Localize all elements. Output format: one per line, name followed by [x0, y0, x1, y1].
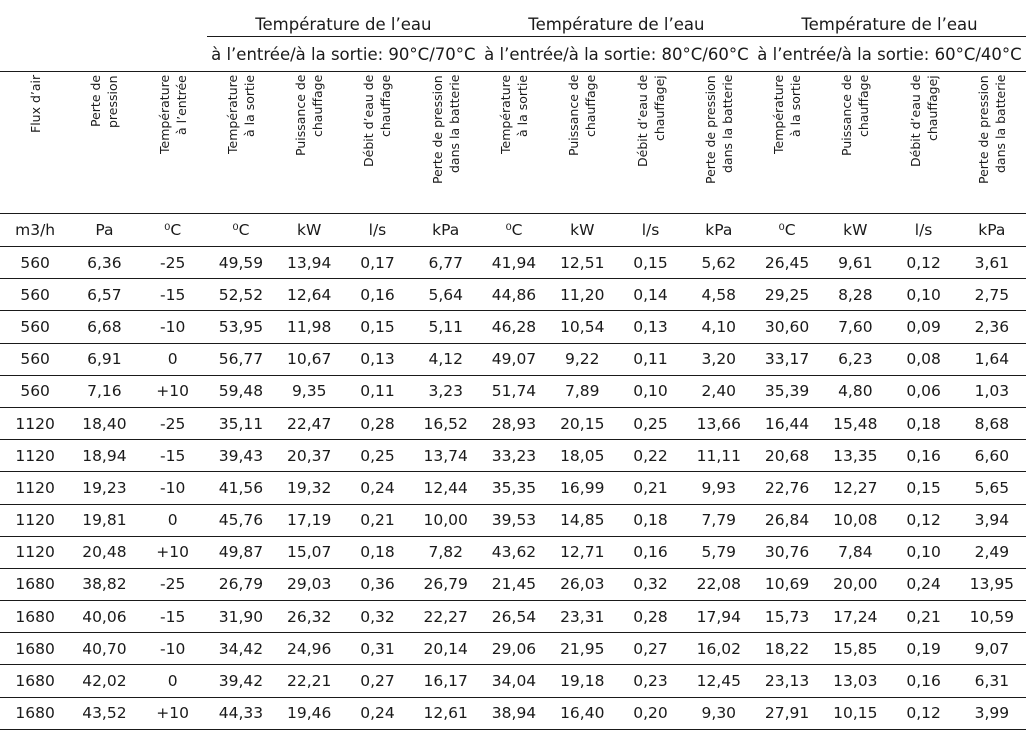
group-subtitle-1: à l’entrée/à la sortie: 90°C/70°C — [207, 37, 480, 72]
table-cell: 560 — [0, 375, 70, 407]
table-row — [0, 665, 1026, 697]
column-header-label: Température à la sortie — [224, 74, 257, 154]
table-row — [0, 633, 1026, 665]
table-cell: 18,94 — [70, 440, 138, 472]
table-cell: 0,36 — [343, 568, 411, 600]
unit-cell: kW — [548, 214, 616, 247]
column-header — [889, 72, 957, 214]
table-cell: 0,21 — [343, 504, 411, 536]
table-cell: 0,16 — [616, 536, 684, 568]
table-cell: 21,95 — [548, 633, 616, 665]
table-cell: 0,24 — [343, 472, 411, 504]
table-cell: -25 — [139, 568, 207, 600]
table-cell: 20,15 — [548, 407, 616, 439]
table-cell: 2,49 — [958, 536, 1026, 568]
table-cell: 30,60 — [753, 311, 821, 343]
unit-cell: ⁰C — [139, 214, 207, 247]
table-cell: 4,58 — [685, 279, 753, 311]
table-cell: 9,22 — [548, 343, 616, 375]
table-cell: 1680 — [0, 633, 70, 665]
table-cell: 1120 — [0, 536, 70, 568]
table-cell: 6,91 — [70, 343, 138, 375]
unit-cell: l/s — [889, 214, 957, 247]
table-cell: 0,16 — [343, 279, 411, 311]
table-cell: 0,28 — [343, 407, 411, 439]
blank-corner — [0, 0, 207, 37]
table-cell: 15,07 — [275, 536, 343, 568]
table-cell: 28,93 — [480, 407, 548, 439]
table-cell: 17,19 — [275, 504, 343, 536]
table-cell: 10,69 — [753, 568, 821, 600]
table-cell: 19,32 — [275, 472, 343, 504]
table-cell: 0,21 — [616, 472, 684, 504]
table-cell: 0,08 — [889, 343, 957, 375]
column-header-label: Puissance de chauffage — [566, 74, 599, 156]
table-cell: 0,27 — [616, 633, 684, 665]
table-cell: 29,03 — [275, 568, 343, 600]
table-cell: 22,76 — [753, 472, 821, 504]
table-cell: 0,10 — [889, 536, 957, 568]
table-cell: 3,23 — [412, 375, 480, 407]
table-cell: 23,13 — [753, 665, 821, 697]
table-cell: 51,74 — [480, 375, 548, 407]
table-cell: 23,31 — [548, 601, 616, 633]
table-row — [0, 697, 1026, 729]
table-cell: 0,32 — [616, 568, 684, 600]
table-cell: 0,12 — [889, 697, 957, 729]
table-body — [0, 247, 1026, 730]
table-cell: 12,45 — [685, 665, 753, 697]
table-cell: 18,40 — [70, 407, 138, 439]
column-header-label: Débit d’eau de chauffagej — [634, 74, 667, 167]
table-cell: 16,44 — [753, 407, 821, 439]
group-title-2: Température de l’eau — [480, 0, 753, 37]
table-cell: 39,42 — [207, 665, 275, 697]
table-cell: 4,80 — [821, 375, 889, 407]
units-row — [0, 214, 1026, 247]
blank-corner-sub — [0, 37, 207, 72]
table-cell: 31,90 — [207, 601, 275, 633]
table-cell: 56,77 — [207, 343, 275, 375]
table-cell: 22,21 — [275, 665, 343, 697]
column-header — [0, 72, 70, 214]
table-cell: 33,17 — [753, 343, 821, 375]
table-cell: 1120 — [0, 472, 70, 504]
table-cell: 35,35 — [480, 472, 548, 504]
table-cell: 10,00 — [412, 504, 480, 536]
table-cell: -25 — [139, 407, 207, 439]
table-cell: 19,81 — [70, 504, 138, 536]
column-header-label: Flux d’air — [27, 74, 43, 133]
table-cell: 19,23 — [70, 472, 138, 504]
table-row — [0, 279, 1026, 311]
table-cell: 10,15 — [821, 697, 889, 729]
table-cell: 6,57 — [70, 279, 138, 311]
table-cell: 9,93 — [685, 472, 753, 504]
table-cell: 0,18 — [616, 504, 684, 536]
table-cell: 1120 — [0, 407, 70, 439]
table-cell: 22,27 — [412, 601, 480, 633]
table-cell: 18,05 — [548, 440, 616, 472]
column-header — [343, 72, 411, 214]
table-cell: 0,15 — [616, 247, 684, 279]
table-cell: 21,45 — [480, 568, 548, 600]
table-cell: 49,87 — [207, 536, 275, 568]
table-cell: 0,18 — [343, 536, 411, 568]
table-cell: 0,28 — [616, 601, 684, 633]
unit-cell: Pa — [70, 214, 138, 247]
table-cell: 24,96 — [275, 633, 343, 665]
column-header — [207, 72, 275, 214]
table-cell: 0,11 — [616, 343, 684, 375]
table-cell: 17,94 — [685, 601, 753, 633]
table-cell: 30,76 — [753, 536, 821, 568]
table-cell: 38,94 — [480, 697, 548, 729]
table-cell: 13,35 — [821, 440, 889, 472]
table-cell: 40,70 — [70, 633, 138, 665]
table-cell: 40,06 — [70, 601, 138, 633]
column-header — [275, 72, 343, 214]
table-cell: 6,36 — [70, 247, 138, 279]
table-cell: 0,19 — [889, 633, 957, 665]
table-cell: 0 — [139, 665, 207, 697]
table-cell: 7,16 — [70, 375, 138, 407]
table-cell: 34,42 — [207, 633, 275, 665]
table-cell: 0,31 — [343, 633, 411, 665]
table-cell: -10 — [139, 311, 207, 343]
table-cell: 16,17 — [412, 665, 480, 697]
table-cell: 19,46 — [275, 697, 343, 729]
table-cell: +10 — [139, 536, 207, 568]
table-cell: 0 — [139, 504, 207, 536]
column-header-label: Perte de pression — [88, 74, 121, 128]
table-cell: 4,10 — [685, 311, 753, 343]
table-cell: 0,21 — [889, 601, 957, 633]
table-cell: 53,95 — [207, 311, 275, 343]
table-cell: 39,53 — [480, 504, 548, 536]
table-row — [0, 472, 1026, 504]
table-cell: 5,62 — [685, 247, 753, 279]
table-cell: 3,99 — [958, 697, 1026, 729]
table-cell: 12,51 — [548, 247, 616, 279]
unit-cell: kPa — [685, 214, 753, 247]
table-cell: 6,60 — [958, 440, 1026, 472]
table-cell: 12,27 — [821, 472, 889, 504]
table-cell: 26,03 — [548, 568, 616, 600]
table-cell: 1120 — [0, 440, 70, 472]
unit-cell: m3/h — [0, 214, 70, 247]
table-cell: 16,40 — [548, 697, 616, 729]
table-cell: 9,30 — [685, 697, 753, 729]
column-header-label: Température à l’entrée — [156, 74, 189, 154]
table-row — [0, 536, 1026, 568]
table-cell: 4,12 — [412, 343, 480, 375]
table-cell: 44,86 — [480, 279, 548, 311]
table-row — [0, 440, 1026, 472]
table-cell: 52,52 — [207, 279, 275, 311]
table-cell: 5,65 — [958, 472, 1026, 504]
table-cell: 560 — [0, 279, 70, 311]
table-cell: 0,27 — [343, 665, 411, 697]
table-cell: 0 — [139, 343, 207, 375]
table-row — [0, 504, 1026, 536]
column-header-label: Température à la sortie — [771, 74, 804, 154]
table-cell: 7,82 — [412, 536, 480, 568]
table-cell: 29,25 — [753, 279, 821, 311]
table-cell: 1680 — [0, 568, 70, 600]
table-cell: 49,59 — [207, 247, 275, 279]
table-cell: 0,23 — [616, 665, 684, 697]
table-cell: 38,82 — [70, 568, 138, 600]
table-cell: 45,76 — [207, 504, 275, 536]
column-header — [958, 72, 1026, 214]
table-cell: 20,14 — [412, 633, 480, 665]
column-header-label: Perte de pression dans la batterie — [429, 74, 462, 184]
table-row — [0, 568, 1026, 600]
table-cell: 18,22 — [753, 633, 821, 665]
column-header-label: Perte de pression dans la batterie — [702, 74, 735, 184]
table-cell: +10 — [139, 697, 207, 729]
table-cell: 16,99 — [548, 472, 616, 504]
table-cell: 7,89 — [548, 375, 616, 407]
table-cell: 16,52 — [412, 407, 480, 439]
unit-cell: l/s — [616, 214, 684, 247]
table-cell: -15 — [139, 279, 207, 311]
table-cell: 0,20 — [616, 697, 684, 729]
table-cell: 26,54 — [480, 601, 548, 633]
unit-cell: ⁰C — [753, 214, 821, 247]
column-header — [139, 72, 207, 214]
table-cell: 13,03 — [821, 665, 889, 697]
table-cell: 0,14 — [616, 279, 684, 311]
table-cell: 35,11 — [207, 407, 275, 439]
table-cell: 11,20 — [548, 279, 616, 311]
table-cell: 42,02 — [70, 665, 138, 697]
table-cell: 12,64 — [275, 279, 343, 311]
table-cell: -15 — [139, 440, 207, 472]
table-cell: 13,66 — [685, 407, 753, 439]
table-cell: 17,24 — [821, 601, 889, 633]
table-cell: 6,23 — [821, 343, 889, 375]
group-title-1: Température de l’eau — [207, 0, 480, 37]
table-row — [0, 407, 1026, 439]
table-cell: 6,68 — [70, 311, 138, 343]
table-cell: 0,13 — [343, 343, 411, 375]
table-cell: 27,91 — [753, 697, 821, 729]
column-header — [685, 72, 753, 214]
table-cell: 7,79 — [685, 504, 753, 536]
table-cell: -10 — [139, 472, 207, 504]
table-cell: 0,25 — [343, 440, 411, 472]
table-cell: 3,20 — [685, 343, 753, 375]
table-row — [0, 375, 1026, 407]
table-cell: 44,33 — [207, 697, 275, 729]
column-header-label: Perte de pression dans la batterie — [975, 74, 1008, 184]
table-cell: 0,13 — [616, 311, 684, 343]
unit-cell: kPa — [412, 214, 480, 247]
table-cell: 9,35 — [275, 375, 343, 407]
table-cell: 34,04 — [480, 665, 548, 697]
table-cell: 2,75 — [958, 279, 1026, 311]
table-cell: 0,16 — [889, 665, 957, 697]
table-cell: 0,12 — [889, 504, 957, 536]
column-header — [753, 72, 821, 214]
table-cell: 49,07 — [480, 343, 548, 375]
table-cell: 1120 — [0, 504, 70, 536]
table-cell: 560 — [0, 247, 70, 279]
table-cell: 26,79 — [412, 568, 480, 600]
column-header — [821, 72, 889, 214]
table-cell: 39,43 — [207, 440, 275, 472]
column-header-label: Température à la sortie — [497, 74, 530, 154]
unit-cell: ⁰C — [207, 214, 275, 247]
table-cell: 0,10 — [889, 279, 957, 311]
table-cell: 20,00 — [821, 568, 889, 600]
table-cell: 6,31 — [958, 665, 1026, 697]
table-cell: 560 — [0, 311, 70, 343]
table-cell: 10,08 — [821, 504, 889, 536]
table-cell: 0,10 — [616, 375, 684, 407]
table-cell: 0,12 — [889, 247, 957, 279]
table-cell: 41,56 — [207, 472, 275, 504]
table-cell: 43,62 — [480, 536, 548, 568]
group-subtitle-2: à l’entrée/à la sortie: 80°C/60°C — [480, 37, 753, 72]
table-row — [0, 247, 1026, 279]
table-cell: 7,60 — [821, 311, 889, 343]
table-cell: 1680 — [0, 697, 70, 729]
unit-cell: kW — [275, 214, 343, 247]
table-cell: 12,44 — [412, 472, 480, 504]
group-subtitle-3: à l’entrée/à la sortie: 60°C/40°C — [753, 37, 1026, 72]
table-cell: 12,71 — [548, 536, 616, 568]
table-row — [0, 601, 1026, 633]
table-cell: 33,23 — [480, 440, 548, 472]
table-row — [0, 311, 1026, 343]
table-cell: 0,16 — [889, 440, 957, 472]
table-cell: 0,15 — [343, 311, 411, 343]
table-cell: 2,40 — [685, 375, 753, 407]
table-cell: 13,74 — [412, 440, 480, 472]
table-cell: 9,61 — [821, 247, 889, 279]
table-cell: 11,98 — [275, 311, 343, 343]
table-cell: 26,45 — [753, 247, 821, 279]
column-header — [548, 72, 616, 214]
table-cell: 0,32 — [343, 601, 411, 633]
table-cell: 10,54 — [548, 311, 616, 343]
table-cell: -10 — [139, 633, 207, 665]
table-cell: 26,32 — [275, 601, 343, 633]
table-cell: 11,11 — [685, 440, 753, 472]
table-cell: 19,18 — [548, 665, 616, 697]
table-cell: 13,95 — [958, 568, 1026, 600]
table-cell: 1,03 — [958, 375, 1026, 407]
table-cell: 22,08 — [685, 568, 753, 600]
table-cell: 0,25 — [616, 407, 684, 439]
table-cell: 26,79 — [207, 568, 275, 600]
table-cell: 41,94 — [480, 247, 548, 279]
table-cell: 0,17 — [343, 247, 411, 279]
table-cell: -15 — [139, 601, 207, 633]
table-cell: 0,15 — [889, 472, 957, 504]
column-header — [480, 72, 548, 214]
table-cell: 9,07 — [958, 633, 1026, 665]
table-cell: 0,24 — [889, 568, 957, 600]
table-cell: 15,85 — [821, 633, 889, 665]
table-cell: 0,24 — [343, 697, 411, 729]
table-cell: 12,61 — [412, 697, 480, 729]
table-cell: 43,52 — [70, 697, 138, 729]
table-cell: 3,94 — [958, 504, 1026, 536]
unit-cell: kPa — [958, 214, 1026, 247]
column-header-label: Puissance de chauffage — [293, 74, 326, 156]
table-cell: 560 — [0, 343, 70, 375]
table-cell: 10,59 — [958, 601, 1026, 633]
table-cell: 14,85 — [548, 504, 616, 536]
table-cell: 0,18 — [889, 407, 957, 439]
table-cell: 8,28 — [821, 279, 889, 311]
column-header — [70, 72, 138, 214]
column-header-row — [0, 72, 1026, 214]
unit-cell: kW — [821, 214, 889, 247]
column-header — [616, 72, 684, 214]
table-cell: 10,67 — [275, 343, 343, 375]
table-cell: 0,06 — [889, 375, 957, 407]
unit-cell: l/s — [343, 214, 411, 247]
table-cell: 46,28 — [480, 311, 548, 343]
table-cell: 0,09 — [889, 311, 957, 343]
column-header — [412, 72, 480, 214]
table-cell: 20,37 — [275, 440, 343, 472]
table-cell: 7,84 — [821, 536, 889, 568]
table-cell: 0,22 — [616, 440, 684, 472]
table-cell: -25 — [139, 247, 207, 279]
table-cell: 13,94 — [275, 247, 343, 279]
table-cell: 5,79 — [685, 536, 753, 568]
table-cell: 5,64 — [412, 279, 480, 311]
table-cell: 1680 — [0, 601, 70, 633]
table-cell: 6,77 — [412, 247, 480, 279]
column-header-label: Débit d’eau de chauffagej — [907, 74, 940, 167]
table-cell: 29,06 — [480, 633, 548, 665]
table-cell: 15,48 — [821, 407, 889, 439]
table-cell: 22,47 — [275, 407, 343, 439]
table-cell: 2,36 — [958, 311, 1026, 343]
group-title-3: Température de l’eau — [753, 0, 1026, 37]
table-cell: 1,64 — [958, 343, 1026, 375]
table-cell: 3,61 — [958, 247, 1026, 279]
table-cell: 20,48 — [70, 536, 138, 568]
table-cell: 35,39 — [753, 375, 821, 407]
column-header-label: Puissance de chauffage — [839, 74, 872, 156]
table-cell: 15,73 — [753, 601, 821, 633]
table-cell: +10 — [139, 375, 207, 407]
table-cell: 59,48 — [207, 375, 275, 407]
table-cell: 16,02 — [685, 633, 753, 665]
table-row — [0, 343, 1026, 375]
table-cell: 5,11 — [412, 311, 480, 343]
table-cell: 20,68 — [753, 440, 821, 472]
table-cell: 0,11 — [343, 375, 411, 407]
table-cell: 8,68 — [958, 407, 1026, 439]
unit-cell: ⁰C — [480, 214, 548, 247]
table-cell: 1680 — [0, 665, 70, 697]
column-header-label: Débit d’eau de chauffage — [361, 74, 394, 167]
table-cell: 26,84 — [753, 504, 821, 536]
